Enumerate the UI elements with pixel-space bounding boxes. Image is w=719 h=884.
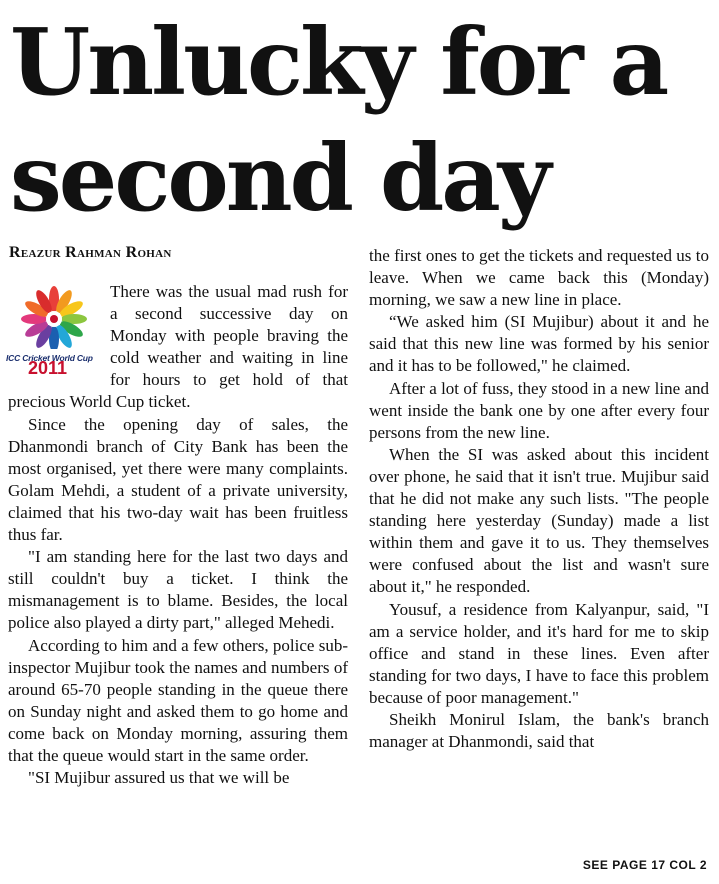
logo-line-1: ICC Cricket World Cup [6,353,93,363]
paragraph-continuation: the first ones to get the tickets and requested us to leave. When we came back this (Monday) morning, we saw a new line in place. [369,246,709,310]
paragraph: Since the opening day of sales, the Dhanmondi branch of City Bank has been the most organised, yet there were many complaints. Golam Mehdi, a student of a private university, claimed that his two-day wait has been fruitless thus far. [8,414,348,545]
paragraph: There was the usual mad rush for a second successive day on Monday with people braving the cold weather and waiting in line for hours to get hold of that precious World Cup ticket. [8,282,348,412]
continued-on-page-link[interactable]: SEE PAGE 17 COL 2 [582,858,707,872]
cricket-world-cup-logo-icon [6,283,102,378]
paragraph: “We asked him (SI Mujibur) about it and he said that this new line was formed by his senior and it has to be followed," he claimed. [369,312,709,376]
paragraph: According to him and a few others, police sub-inspector Mujibur took the names and numbers of around 65-70 people standing in the queue there on Sunday night and asked them to go home and come back on Monday morning, assuring them that the queue would start in the same order. [8,635,348,765]
article-column-1 [8,281,348,789]
article-column-2 [369,245,709,753]
logo-line-2: 2011 [28,358,68,378]
paragraph: Yousuf, a residence from Kalyanpur, said, "I am a service holder, and it's hard for me to skip office and stand in these lines. Even after standing for two days, I have to face this problem because of poor management." [369,599,709,707]
paragraph: When the SI was asked about this incident over phone, he said that it isn't true. Mujibur said that he did not make any such lists. "The people standing here yesterday (Sunday) made a list within them and gave it to us. They themselves were confused about the list and wasn't sure about it," he responded. [369,444,709,597]
paragraph: "SI Mujibur assured us that we will be [28,768,290,788]
paragraph: "I am standing here for the last two days and still couldn't buy a ticket. I think the mismanagement is to blame. Besides, the local police also played a dirty part," alleged Mehedi. [8,547,348,633]
headline: Unlucky for a second day [10,8,667,232]
paragraph: After a lot of fuss, they stood in a new line and went inside the bank one by one after every four persons from the new line. [369,378,709,442]
paragraph: Sheikh Monirul Islam, the bank's branch manager at Dhanmondi, said that [369,709,709,752]
byline: Reazur Rahman Rohan [9,244,172,261]
